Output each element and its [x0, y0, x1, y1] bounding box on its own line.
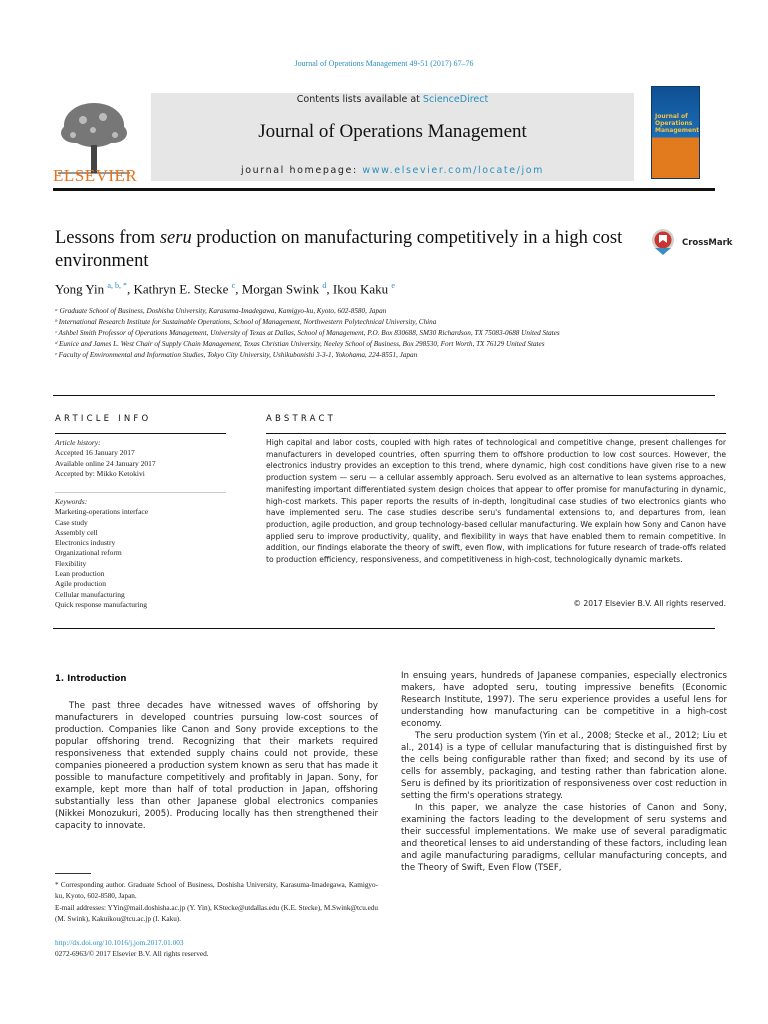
- history-label: Article history:: [55, 438, 101, 447]
- affiliations: [55, 306, 663, 361]
- affiliation: ᵃ Graduate School of Business, Doshisha University, Karasuma-Imadegawa, Kamigyo-ku, Kyoto, 602-8580, Japan: [55, 307, 387, 315]
- footnote: [55, 880, 378, 925]
- article-info-rule: [55, 433, 226, 434]
- cover-title: Journal of Operations Management: [655, 113, 700, 134]
- history-item: Available online 24 January 2017: [55, 458, 156, 468]
- corresponding-author-note: * Corresponding author. Graduate School of Business, Doshisha University, Karasuma-Imadegawa, Kamigyo-ku, Kyoto, 602-8580, Japan.: [55, 881, 378, 901]
- section-heading: 1. Introduction: [55, 674, 127, 684]
- keywords-list: [55, 497, 245, 610]
- affiliation: ᶜ Ashbel Smith Professor of Operations Management, University of Texas at Dallas, School of Management, P.O. Box 830688, SM30 Richardson, TX 75083-0688 United States: [55, 329, 560, 337]
- article-title: Lessons from seru production on manufacturing competitively in a high cost environment: [55, 228, 623, 271]
- keyword: Case study: [55, 517, 88, 527]
- keyword: Agile production: [55, 579, 107, 589]
- body-paragraph: In this paper, we analyze the case histories of Canon and Sony, examining the factors leading to the development of seru systems and their successful implementations. We make use of several paradigmatic and theoretical lenses to aid understanding of these factors, including lean and agile manufacturing paradigms, cellular manufacturing concepts, and the Theory of Swift, Even Flow (TSEF,: [401, 803, 727, 873]
- body-paragraph: The seru production system (Yin et al., 2008; Stecke et al., 2012; Liu et al., 2014) is a type of cellular manufacturing that is distinguished first by the cells being configurable rather than fixed; and second by its use of cells for assembly, packaging, and testing rather than fabrication alone. Seru is defined by its prioritization of responsiveness over cost reduction in setting the firm's operations strategy.: [401, 731, 727, 801]
- doi-link[interactable]: http://dx.doi.org/10.1016/j.jom.2017.01.003: [55, 938, 184, 947]
- footnote-rule: [55, 873, 91, 874]
- keyword: Lean production: [55, 569, 105, 579]
- affiliation: ᵉ Faculty of Environmental and Information Studies, Tokyo City University, Ushikubonishi 3-3-1, Yokohama, 224-8551, Japan: [55, 351, 418, 359]
- author-marks[interactable]: d: [322, 281, 327, 290]
- crossmark-icon[interactable]: [651, 228, 675, 256]
- article-history: [55, 438, 245, 479]
- author-name: Yong Yin: [55, 281, 105, 297]
- crossmark-label[interactable]: CrossMark: [682, 238, 733, 248]
- author-list: Yong Yin $^{a, b, *}$, Kathryn E. Stecke $^c$, Morgan Swink $^d$, Ikou Kaku $^e$: [55, 281, 395, 297]
- abstract-bottom-rule: [53, 628, 715, 629]
- affiliation: ᵈ Eunice and James L. West Chair of Supply Chain Management, Texas Christian University, Neeley School of Business, Box 298530, Fort Worth, TX 76129 United States: [55, 340, 545, 348]
- journal-citation[interactable]: Journal of Operations Management 49-51 (2017) 67–76: [294, 59, 474, 68]
- keyword: Flexibility: [55, 558, 87, 568]
- keywords-rule: [55, 492, 226, 493]
- homepage-link[interactable]: www.elsevier.com/locate/jom: [362, 165, 544, 176]
- keyword: Marketing-operations interface: [55, 507, 149, 517]
- keyword: Electronics industry: [55, 538, 116, 548]
- affiliation: ᵇ International Research Institute for Sustainable Operations, School of Management, Northwestern Polytechnical University, China: [55, 318, 437, 326]
- author-name: Kathryn E. Stecke: [133, 281, 229, 297]
- author-marks[interactable]: c: [231, 281, 236, 290]
- abstract-rule: [266, 433, 726, 434]
- author-marks[interactable]: e: [391, 281, 395, 290]
- doi-block: [55, 938, 209, 959]
- body-paragraph: The past three decades have witnessed waves of offshoring by manufacturers in developed countries pursuing low-cost sources of production. Companies like Canon and Sony provide exceptions to the popular offshoring trend. Recognizing that their markets required responsiveness that extended supply chains could not provide, these companies pioneered a production system known as seru that has made it possible to manufacture competitively and profitably in Japan. Sony, for example, kept more than half of total production in Japan, offshoring substantially less than other Japanese global electronics companies (Nikkei Monozukuri, 2005). Producing locally has then strengthened their capacity to innovate.: [55, 701, 378, 831]
- body-paragraph: In ensuing years, hundreds of Japanese companies, especially electronics makers, have adopted seru, touting impressive benefits (Economic Research Institute, 1997). The seru experience provides a useful lens for understanding how manufacturing can be competitive in a high-cost economy.: [401, 671, 727, 729]
- issn-copyright: 0272-6963/© 2017 Elsevier B.V. All rights reserved.: [55, 948, 209, 958]
- email-addresses[interactable]: E-mail addresses: YYin@mail.doshisha.ac.jp (Y. Yin), KStecke@utdallas.edu (K.E. Stecke), M.Swink@tcu.edu (M. Swink), Kakuikou@tcu.ac.jp (I. Kaku).: [55, 903, 378, 923]
- article-info-heading: ARTICLE INFO: [55, 414, 152, 424]
- body-column-right: [401, 670, 727, 874]
- contents-availability: Contents lists available at ScienceDirect: [296, 94, 489, 105]
- abstract-copyright: © 2017 Elsevier B.V. All rights reserved.: [573, 599, 726, 608]
- elsevier-wordmark: ELSEVIER: [53, 166, 138, 185]
- header-rule: [53, 188, 715, 191]
- history-item: Accepted by: Mikko Ketokivi: [55, 468, 145, 478]
- author-name: Ikou Kaku: [332, 281, 389, 297]
- sciencedirect-link[interactable]: ScienceDirect: [422, 94, 489, 105]
- keyword: Cellular manufacturing: [55, 589, 125, 599]
- section-rule: [53, 395, 715, 396]
- journal-title: Journal of Operations Management: [258, 121, 527, 142]
- body-column-left: [55, 700, 378, 832]
- keywords-label: Keywords:: [55, 497, 88, 506]
- history-item: Accepted 16 January 2017: [55, 448, 135, 458]
- journal-homepage: journal homepage: www.elsevier.com/locate/jom: [241, 165, 544, 176]
- abstract-heading: ABSTRACT: [266, 414, 337, 424]
- author-name: Morgan Swink: [241, 281, 320, 297]
- keyword: Quick response manufacturing: [55, 599, 148, 609]
- keyword: Assembly cell: [55, 527, 98, 537]
- keyword: Organizational reform: [55, 548, 122, 558]
- abstract-text: High capital and labor costs, coupled with high rates of technological and competitive change, present challenges for manufacturers in developed countries, often spurring them to offshore production to low cost sources. However, the electronics industry provides an exception to this trend, where dynamic, high cost conditions have given rise to a new production system — seru — a cellular assembly approach. Seru evolved as an alternative to lean systems approaches, manifesting important differentiated system design choices that appear to offer promise for manufacturing in dynamic, high-cost markets. This paper reports the results of in-depth, longitudinal case studies of two electronics giants who have implemented seru. The case studies describe seru's fundamental extensions to, and departures from, lean production, agile production, and group technology-based cellular manufacturing. We explain how Sony and Canon have applied seru to improve productivity, quality, and flexibility in ways that have enabled them to remain competitive. In addition, our findings elaborate the theory of swift, even flow, with implications for future research of trade-offs related to production efficiency, responsiveness, and competitiveness in high-cost, technologically dynamic markets.: [266, 438, 726, 565]
- author-marks[interactable]: a, b, *: [107, 281, 127, 290]
